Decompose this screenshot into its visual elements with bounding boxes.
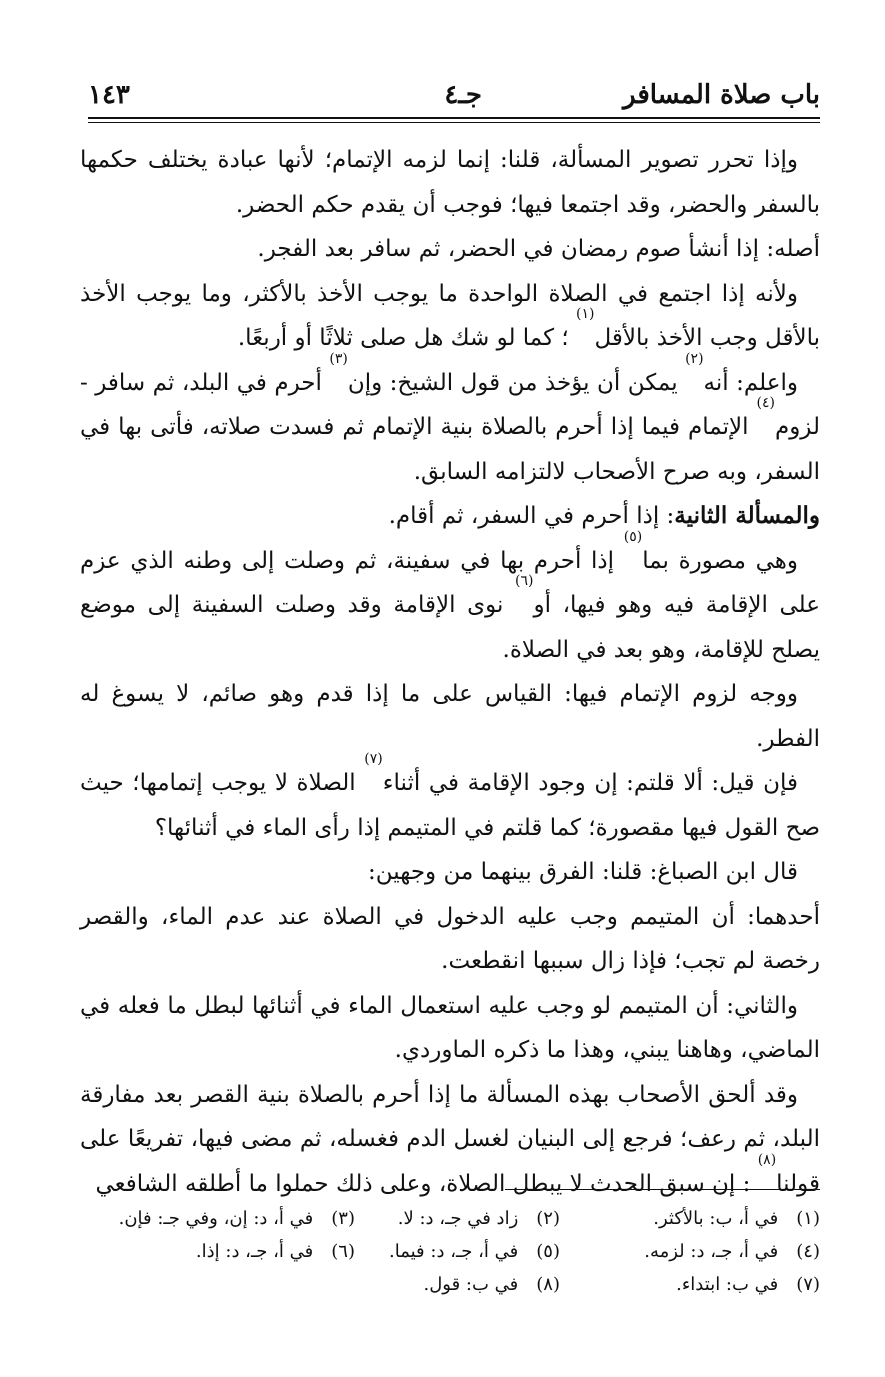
footnote-marker: (٢) xyxy=(685,350,704,367)
section-heading: والمسألة الثانية xyxy=(674,502,820,529)
paragraph-text: وإذا تحرر تصوير المسألة، قلنا: إنما لزمه الإتمام؛ لأنها عبادة يختلف حكمها بالسفر والحضر، وقد اجتمعا فيها؛ فوجب أن يقدم حكم الحضر. xyxy=(80,147,820,218)
footnote xyxy=(644,1235,820,1268)
paragraph-text: أصله: إذا أنشأ صوم رمضان في الحضر، ثم سافر بعد الفجر. xyxy=(257,236,820,262)
footnote xyxy=(196,1235,355,1268)
chapter-title: باب صلاة المسافر xyxy=(622,80,820,110)
paragraph xyxy=(80,984,820,1073)
footnote-separator xyxy=(505,1189,820,1190)
paragraph-text: أحدهما: أن المتيمم وجب عليه الدخول في الصلاة عند عدم الماء، والقصر رخصة لم تجب؛ فإذا زال سببها انقطعت. xyxy=(80,903,820,974)
paragraph-text: ؛ كما لو شك هل صلى ثلاثًا أو أربعًا. xyxy=(237,325,576,351)
paragraph-text: ولأنه إذا اجتمع في الصلاة الواحدة ما يوجب الأخذ بالأكثر، وما يوجب الأخذ بالأقل وجب الأخذ بالأقل xyxy=(80,280,820,351)
paragraph xyxy=(80,672,820,761)
paragraph xyxy=(80,850,820,895)
paragraph xyxy=(80,528,821,673)
paragraph-text: : إذا أحرم في السفر، ثم أقام. xyxy=(388,503,675,529)
footnote-marker: (٤) xyxy=(756,395,775,411)
footnote-text: في أ، جـ، د: فيما. xyxy=(389,1241,519,1262)
main-text xyxy=(80,138,820,1206)
footnote xyxy=(653,1202,820,1235)
footnote-text: في أ، جـ، د: إذا. xyxy=(195,1241,314,1262)
paragraph-text: الإتمام فيما إذا أحرم بالصلاة بنية الإتمام ثم فسدت صلاته، فأتى بها في السفر، وبه صرح الأصحاب لالتزامه السابق. xyxy=(80,414,820,485)
paragraph-text: والثاني: أن المتيمم لو وجب عليه استعمال الماء في أثنائها لبطل ما فعله في الماضي، وهاهنا يبني، وهذا ما ذكره الماوردي. xyxy=(80,992,820,1063)
footnote xyxy=(389,1235,560,1268)
footnote xyxy=(676,1268,820,1301)
paragraph-text: وقد ألحق الأصحاب بهذه المسألة ما إذا أحرم بالصلاة بنية القصر بعد مفارقة البلد، ثم رعف؛ فرجع إلى البنيان لغسل الدم فغسله، ثم مضى فيها، تفريعًا على قولنا xyxy=(80,1081,820,1197)
running-header xyxy=(88,80,820,110)
footnote xyxy=(398,1202,560,1235)
footnote-number: (٨) xyxy=(536,1274,560,1295)
header-rule-thick xyxy=(88,117,820,119)
footnote-row xyxy=(80,1235,820,1268)
paragraph-text: أحرم في البلد، ثم سافر - لزوم xyxy=(80,369,820,440)
paragraph xyxy=(80,138,820,227)
footnote xyxy=(424,1268,561,1301)
paragraph xyxy=(80,1073,820,1207)
footnote-text: في أ، د: إن، وفي جـ: فإن. xyxy=(118,1208,314,1229)
paragraph xyxy=(80,494,820,539)
footnote-number: (٥) xyxy=(536,1241,560,1262)
footnote-row xyxy=(80,1202,820,1235)
footnote xyxy=(119,1202,355,1235)
footnote-marker: (٥) xyxy=(623,528,643,545)
page-number: ١٤٣ xyxy=(88,80,130,110)
header-rule-thin xyxy=(88,122,820,123)
paragraph xyxy=(80,272,820,361)
footnote-marker: (٨) xyxy=(757,1151,777,1168)
paragraph-text: الصلاة لا يوجب إتمامها؛ حيث صح القول فيها مقصورة؛ كما قلتم في المتيمم إذا رأى الماء في أثنائها؟ xyxy=(80,770,820,841)
footnote-text: زاد في جـ، د: لا. xyxy=(397,1208,519,1229)
footnote-marker: (٦) xyxy=(515,573,534,589)
paragraph xyxy=(80,227,820,272)
footnote-marker: (٧) xyxy=(364,751,383,767)
footnote-text: في ب: قول. xyxy=(423,1274,519,1295)
paragraph-text: وهي مصورة بما xyxy=(642,547,799,574)
footnote-number: (١) xyxy=(796,1208,820,1229)
paragraph-text: واعلم: أنه xyxy=(703,369,799,396)
footnote-row xyxy=(80,1268,820,1301)
paragraph xyxy=(80,895,820,984)
footnote-number: (٤) xyxy=(796,1241,820,1262)
footnotes xyxy=(80,1202,820,1301)
footnote-marker: (١) xyxy=(576,306,595,322)
footnote-text: في أ، جـ، د: لزمه. xyxy=(644,1241,779,1262)
paragraph-text: يمكن أن يؤخذ من قول الشيخ: وإن xyxy=(347,369,686,396)
footnote-marker: (٣) xyxy=(329,350,348,367)
footnote-number: (٧) xyxy=(796,1274,820,1295)
paragraph-text: قال ابن الصباغ: قلنا: الفرق بينهما من وجهين: xyxy=(368,859,798,885)
paragraph-text: إذا أحرم بها في سفينة، ثم وصلت إلى وطنه الذي عزم على الإقامة فيه وهو فيها، أو xyxy=(80,547,821,618)
paragraph xyxy=(80,350,820,495)
footnote-number: (٦) xyxy=(331,1241,355,1262)
paragraph-text: : إن سبق الحدث لا يبطل الصلاة، وعلى ذلك حملوا ما أطلقه الشافعي xyxy=(95,1170,758,1197)
paragraph xyxy=(80,751,820,850)
footnote-number: (٢) xyxy=(536,1208,560,1229)
paragraph-text: فإن قيل: ألا قلتم: إن وجود الإقامة في أثناء xyxy=(382,770,798,796)
paragraph-text: ووجه لزوم الإتمام فيها: القياس على ما إذا قدم وهو صائم، لا يسوغ له الفطر. xyxy=(80,681,820,752)
paragraph-text: نوى الإقامة وقد وصلت السفينة إلى موضع يصلح للإقامة، وهو بعد في الصلاة. xyxy=(80,592,820,663)
footnote-text: في ب: ابتداء. xyxy=(676,1274,779,1295)
footnote-number: (٣) xyxy=(331,1208,355,1229)
footnote-text: في أ، ب: بالأكثر. xyxy=(653,1208,779,1229)
volume-label: جـ٤ xyxy=(444,80,482,110)
